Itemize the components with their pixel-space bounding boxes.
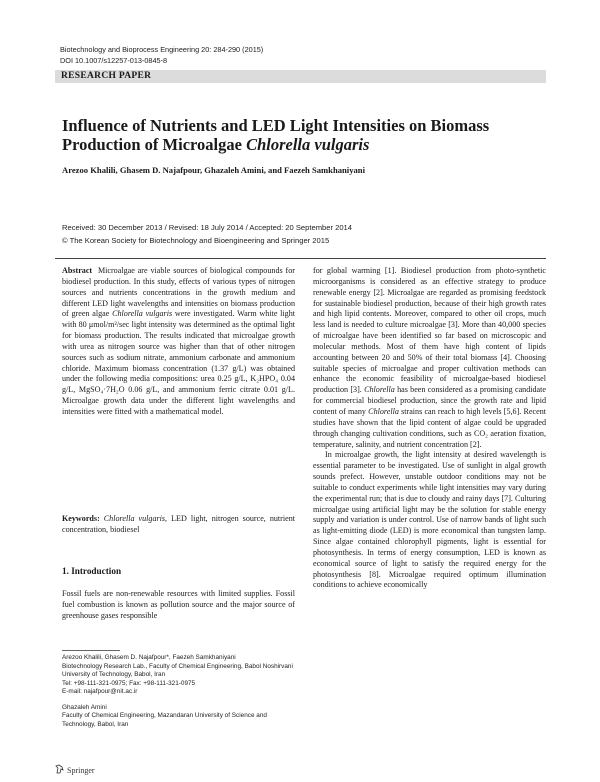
abstract-text-b: were investigated. Warm white light with 80 μmol/m²/sec light intensity was determined as the optimal light for biomass production. The results indicated that microalgae growth with urea as nitrogen source was higher than that of other nitrogen sources such as sodium nitrate, ammonium carbonate and ammonium chloride. Maximum biomass concentration (1.37 g/L) was obtained under the following media compositions: urea 0.25 g/L, K₂HPO₄ 0.04 g/L, MgSO₄·7H₂O 0.06 g/L, and ammonium ferric citrate 0.01 g/L. Microalgae growth data under the different light wavelengths and intensities were fitted with a mathematical model.	[62, 309, 296, 416]
authors: Arezoo Khalili, Ghasem D. Najafpour, Ghazaleh Amini, and Faezeh Samkhaniyani	[62, 165, 365, 175]
publisher-logo	[55, 764, 95, 776]
intro-text: Fossil fuels are non-renewable resources with limited supplies. Fossil fuel combustion is known as pollution source and the major source of greenhouse gases responsible	[62, 589, 295, 620]
affil-email: E-mail: najafpour@nit.ac.ir	[62, 688, 138, 695]
affil-faculty2: Faculty of Chemical Engineering, Mazandaran University of Science and Technology, Babol, Iran	[62, 712, 267, 728]
section-band	[55, 70, 546, 83]
intro-paragraph-2: In microalgae growth, the light intensity at desired wavelength is essential parameter to be investigated. Use of sunlight in algal growth sounds prefect. However, unstable outdoor conditions may not be suitable to conduct experiments while light intensities may vary during the experimental run; that is due to cloudy and rainy days [7]. Culturing microalgae using artificial light may be the solution for stable energy supply and variation is under control. Use of narrow bands of light such as light-emitting diode (LED) is more economical than tungsten lamp. Since algae contained chlorophyll pigments, light is essential for photosynthesis. In terms of energy consumption, LED is known as economical source of light to satisfy the required energy for the photosynthesis [8]. Microalgae required optimum illumination conditions to achieve economically	[313, 450, 546, 590]
keywords-label: Keywords:	[62, 514, 100, 523]
abstract-label: Abstract	[62, 266, 93, 275]
copyright: © The Korean Society for Biotechnology and Bioengineering and Springer 2015	[62, 236, 330, 245]
journal-citation: Biotechnology and Bioprocess Engineering 20: 284-290 (2015)	[60, 45, 264, 54]
publisher-name: Springer	[67, 765, 95, 775]
right-column	[313, 266, 546, 591]
intro-paragraph-1	[313, 266, 546, 450]
abstract-text-a: Microalgae are viable sources of biological compounds for biodiesel production. In this study, effects of various types of nitrogen sources and nutrients concentrations in the growth medium and different LED light wavelengths and intensities on biomass production of green algae	[62, 266, 295, 319]
affil-author2: Ghazaleh Amini	[62, 703, 107, 711]
title-main: Influence of Nutrients and LED Light Intensities on Biomass Production of Microalgae	[62, 116, 490, 154]
p1-species-2: Chlorella	[368, 406, 399, 416]
received-dates: Received: 30 December 2013 / Revised: 18 July 2014 / Accepted: 20 September 2014	[62, 223, 353, 232]
title-species: Chlorella vulgaris	[246, 135, 370, 154]
springer-horse-icon	[55, 764, 64, 776]
abstract-species: Chlorella vulgaris	[112, 309, 173, 319]
affil-phone: Tel: +98-111-321-0975; Fax: +98-111-321-0975	[62, 679, 196, 687]
intro-heading: 1. Introduction	[62, 566, 122, 576]
doi: DOI 10.1007/s12257-013-0845-8	[60, 56, 168, 65]
paper-title	[62, 116, 532, 154]
footnote-rule	[62, 650, 120, 651]
divider-top	[55, 258, 546, 259]
p1-text-b: has been considered as a promising candidate for commercial biodiesel production, since the growth rate and lipid content of many	[313, 385, 546, 416]
keywords-text: , LED light, nitrogen source, nutrient concentration, biodiesel	[62, 514, 295, 534]
p1-text-c: strains can reach to high levels [5,6]. Recent studies have shown that the lipid content of algae could be upgraded through changing cultivation conditions, such as CO₂ aeration fixation, temperature, salinity, and nutrient concentration [2].	[313, 406, 546, 449]
abstract	[62, 266, 295, 418]
affil-lab: Biotechnology Research Lab., Faculty of Chemical Engineering, Babol Noshirvani University of Technology, Babol, Iran	[62, 662, 293, 678]
p1-text: for global warming [1]. Biodiesel production from photo-synthetic microorganisms is considered as an effective strategy to produce renewable energy [2]. Microalgae are regarded as promising feedstock for sustainable biodiesel production, because of their high growth rates and high lipid contents. Moreover, compared to other oil crops, much less land is needed to culture microalgae [3]. More than 40,000 species of microalgae have been identified so far based on microscopic and molecular methods. Most of them have high content of lipids accounting between 20 and 50% of their total biomass [4]. Choosing suitable species of microalgae and proper cultivation methods can enhance the economic feasibility of microalgae-based biodiesel production [3].	[313, 266, 546, 395]
p1-species-1: Chlorella	[364, 385, 395, 395]
keywords	[62, 514, 295, 536]
affiliation-block	[62, 654, 295, 729]
affil-authors: Arezoo Khalili, Ghasem D. Najafpour*, Faezeh Samkhaniyani	[62, 654, 236, 661]
keywords-species: Chlorella vulgaris	[103, 514, 166, 523]
section-label: RESEARCH PAPER	[61, 71, 152, 81]
